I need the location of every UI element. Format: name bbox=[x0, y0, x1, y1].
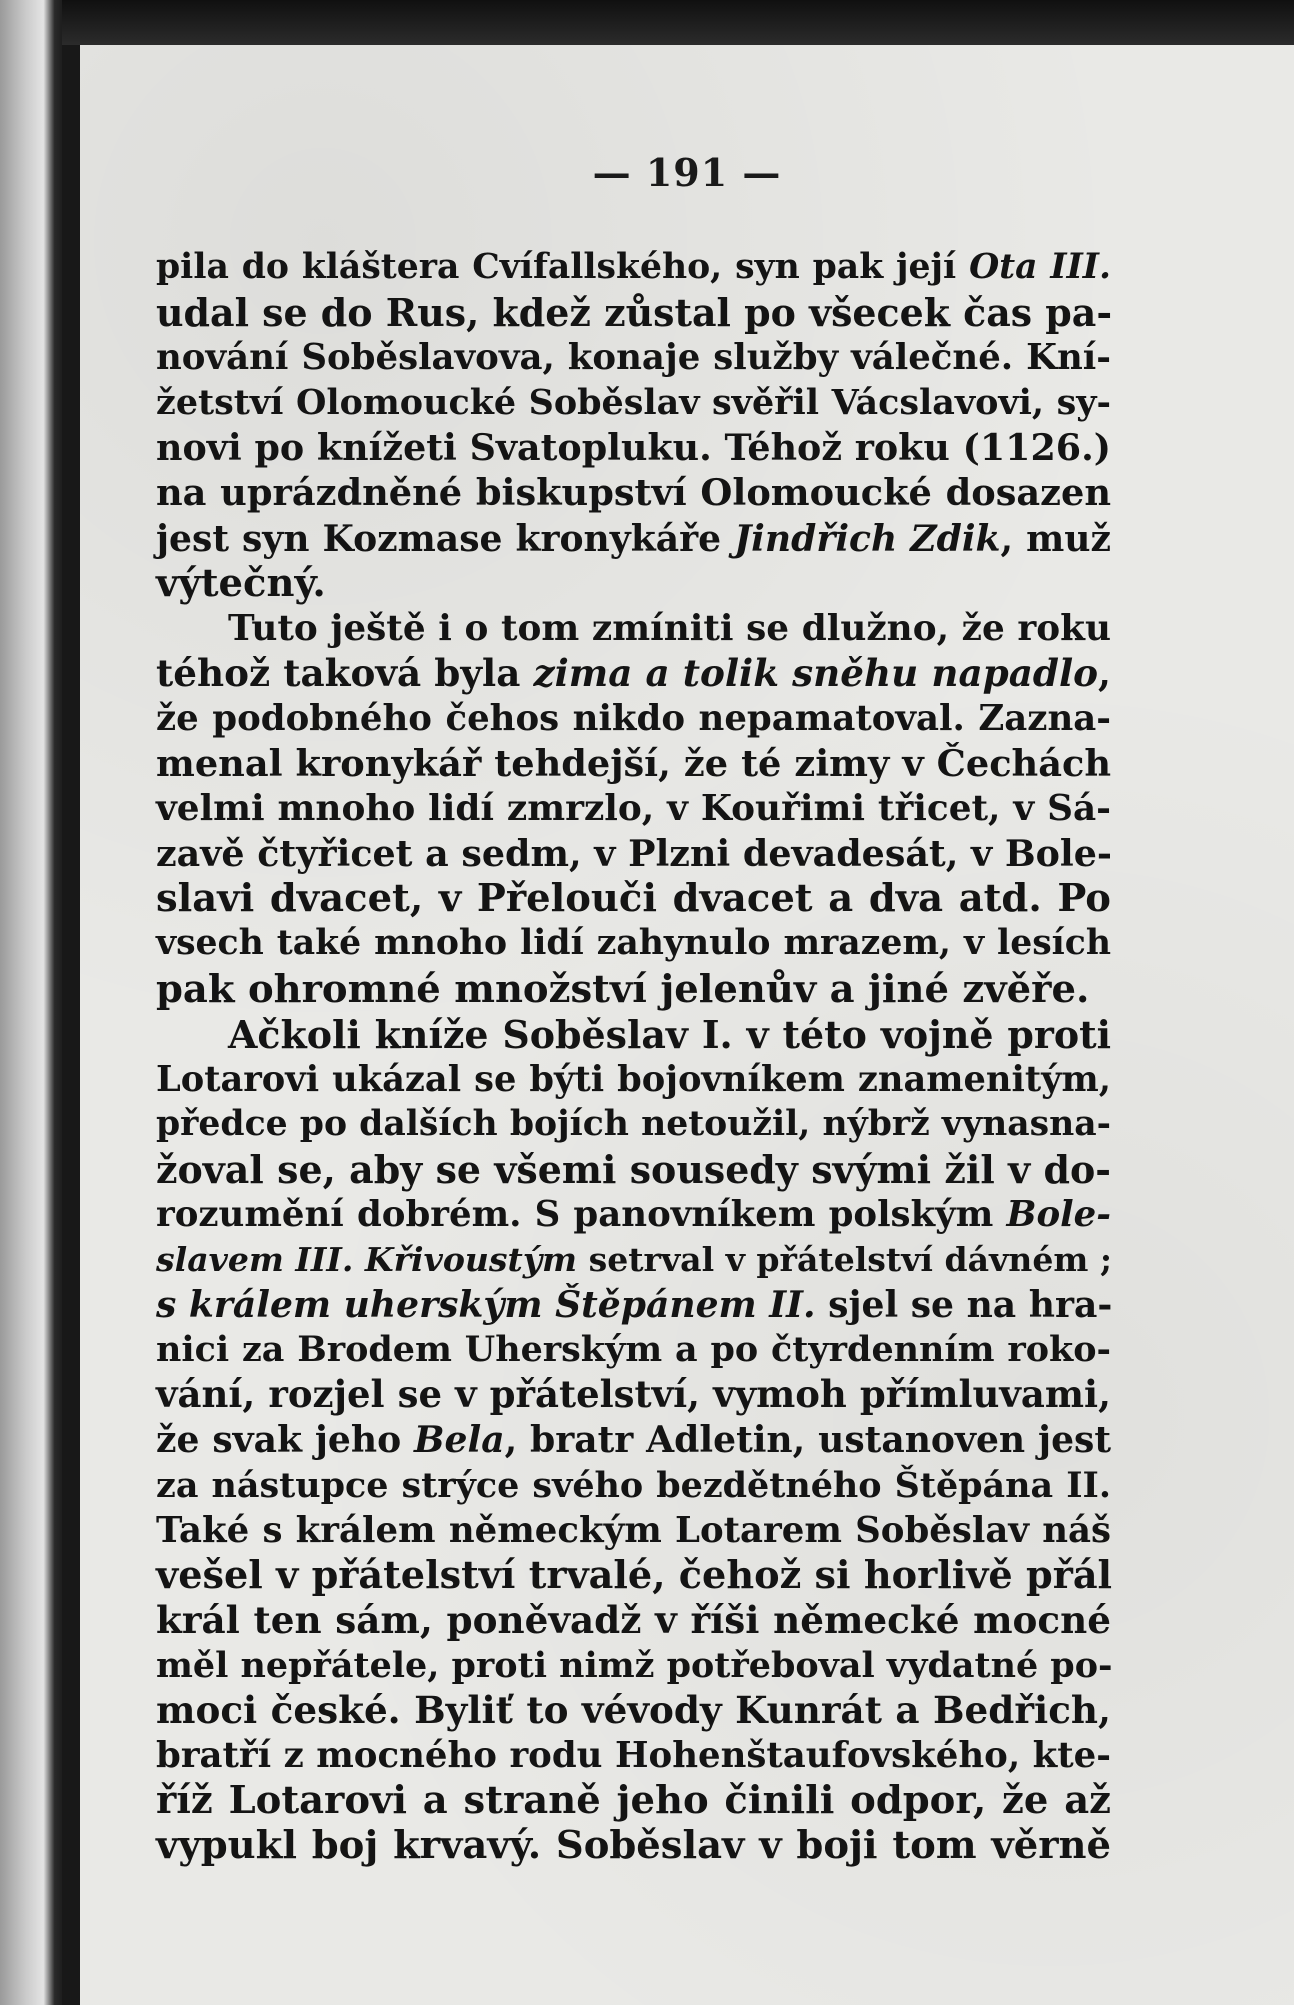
text-segment: na uprázdněné biskupství Olomoucké dosazen bbox=[156, 471, 1111, 515]
text-line bbox=[156, 1643, 1111, 1688]
text-segment: že svak jeho bbox=[156, 1418, 415, 1462]
book-spine-edge bbox=[0, 0, 62, 2005]
body-text bbox=[156, 245, 1111, 1868]
text-line bbox=[156, 561, 1111, 606]
text-line bbox=[156, 606, 1111, 651]
text-segment: pak ohromné množství jelenův a jiné zvěře. bbox=[156, 966, 1090, 1012]
text-line bbox=[156, 651, 1111, 696]
text-line bbox=[156, 1417, 1111, 1462]
italic-text: Bole- bbox=[1006, 1193, 1111, 1235]
text-segment: Lotarovi ukázal se býti bojovníkem znamenitým, bbox=[156, 1058, 1111, 1100]
italic-text: Bela bbox=[414, 1418, 505, 1462]
text-line bbox=[156, 1372, 1111, 1417]
text-line bbox=[156, 380, 1111, 425]
italic-text: Jindřich Zdik bbox=[734, 516, 1001, 560]
text-segment: zavě čtyřicet a sedm, v Plzni devadesát, v Bole- bbox=[156, 832, 1112, 876]
text-segment: Ačkoli kníže Soběslav I. v této vojně proti bbox=[228, 1011, 1111, 1057]
text-line bbox=[156, 1553, 1111, 1598]
text-line bbox=[156, 470, 1111, 515]
text-line bbox=[156, 1147, 1111, 1192]
text-segment: nici za Brodem Uherským a po čtyrdenním roko- bbox=[156, 1329, 1111, 1371]
text-line bbox=[156, 1778, 1111, 1823]
text-segment: vypukl boj krvavý. Soběslav v boji tom věrně bbox=[156, 1823, 1111, 1869]
text-segment: žetství Olomoucké Soběslav svěřil Vácslavovi, sy- bbox=[156, 382, 1111, 424]
text-segment: král ten sám, poněvadž v říši německé mocné bbox=[156, 1597, 1111, 1642]
book-page bbox=[80, 45, 1294, 2005]
text-line bbox=[156, 1508, 1111, 1553]
italic-text: s králem uherským Štěpánem II. bbox=[156, 1283, 816, 1327]
text-segment: za nástupce strýce svého bezdětného Štěpána II. bbox=[156, 1464, 1111, 1506]
text-segment: setrval v přátelství dávném ; bbox=[577, 1240, 1113, 1280]
text-line bbox=[156, 967, 1111, 1012]
text-segment: menal kronykář tehdejší, že té zimy v Čechách bbox=[156, 742, 1111, 786]
text-segment: udal se do Rus, kdež zůstal po všecek čas pa- bbox=[156, 290, 1113, 336]
text-segment: , bratr Adletin, ustanoven jest bbox=[504, 1418, 1112, 1462]
text-segment: rozumění dobrém. S panovníkem polským bbox=[156, 1193, 1007, 1235]
text-line bbox=[156, 741, 1111, 786]
text-line bbox=[156, 425, 1111, 470]
text-segment: vsech také mnoho lidí zahynulo mrazem, v lesích bbox=[156, 923, 1111, 964]
text-line bbox=[156, 1057, 1111, 1102]
text-segment: jest syn Kozmase kronykáře bbox=[156, 516, 735, 560]
text-line bbox=[156, 786, 1111, 831]
text-segment: , bbox=[1098, 650, 1111, 695]
text-line bbox=[156, 290, 1111, 335]
text-line bbox=[156, 831, 1111, 876]
text-segment: že podobného čehos nikdo nepamatoval. Zazna- bbox=[156, 697, 1111, 739]
text-segment: sjel se na hra- bbox=[815, 1283, 1113, 1327]
text-segment: vání, rozjel se v přátelství, vymoh přímluvami, bbox=[156, 1372, 1111, 1417]
text-segment: vešel v přátelství trvalé, čehož si horlivě přál bbox=[156, 1552, 1113, 1598]
text-line bbox=[156, 1463, 1111, 1508]
text-segment: novi po knížeti Svatopluku. Téhož roku (1126.) bbox=[156, 426, 1111, 470]
text-line bbox=[156, 921, 1111, 966]
text-line bbox=[156, 516, 1111, 561]
italic-text: zima a tolik sněhu napadlo bbox=[533, 650, 1098, 695]
text-line bbox=[156, 1102, 1111, 1147]
text-segment: měl nepřátele, proti nimž potřeboval vydatné po- bbox=[156, 1644, 1113, 1686]
text-segment: Tuto ještě i o tom zmíniti se dlužno, že roku bbox=[228, 606, 1111, 649]
text-line bbox=[156, 335, 1111, 380]
text-line bbox=[156, 1823, 1111, 1868]
text-segment: téhož taková byla bbox=[156, 650, 534, 695]
text-segment: slavi dvacet, v Přelouči dvacet a dva atd. Po bbox=[156, 876, 1111, 922]
text-segment: říž Lotarovi a straně jeho činili odpor, že až bbox=[156, 1778, 1111, 1824]
text-line bbox=[156, 1327, 1111, 1372]
text-line bbox=[156, 1282, 1111, 1327]
text-line bbox=[156, 1237, 1111, 1282]
text-line bbox=[156, 696, 1111, 741]
text-line bbox=[156, 876, 1111, 921]
text-segment: žoval se, aby se všemi sousedy svými žil v do- bbox=[156, 1146, 1111, 1192]
text-segment: výtečný. bbox=[156, 560, 326, 606]
text-line bbox=[156, 1012, 1111, 1057]
scan-top-border bbox=[62, 0, 1294, 45]
text-segment: Také s králem německým Lotarem Soběslav náš bbox=[156, 1509, 1111, 1551]
text-segment: pila do kláštera Cvífallského, syn pak její bbox=[156, 247, 970, 287]
text-segment: předce po dalších bojích netoužil, nýbrž vynasna- bbox=[156, 1103, 1111, 1144]
italic-text: slavem III. Křivoustým bbox=[156, 1240, 578, 1280]
page-number: — 191 — bbox=[592, 150, 782, 195]
text-line bbox=[156, 1733, 1111, 1778]
text-segment: nování Soběslavova, konaje služby válečné. Kní- bbox=[156, 337, 1111, 379]
text-line bbox=[156, 1598, 1111, 1643]
text-segment: bratří z mocného rodu Hohenštaufovského, kte- bbox=[156, 1735, 1111, 1777]
text-line bbox=[156, 245, 1111, 290]
text-line bbox=[156, 1688, 1111, 1733]
text-segment: velmi mnoho lidí zmrzlo, v Kouřimi třicet, v Sá- bbox=[156, 787, 1111, 830]
text-segment: moci české. Byliť to vévody Kunrát a Bedřich, bbox=[156, 1688, 1111, 1732]
italic-text: Ota III. bbox=[969, 247, 1111, 287]
text-line bbox=[156, 1192, 1111, 1237]
text-segment: , muž bbox=[1000, 516, 1112, 560]
